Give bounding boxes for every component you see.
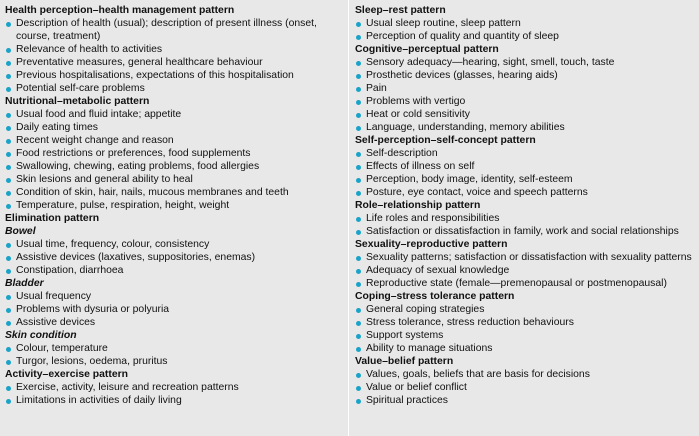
list-item-text: Stress tolerance, stress reduction behaviours xyxy=(366,317,574,328)
bullet-icon xyxy=(6,243,11,248)
pattern-list-item xyxy=(5,147,342,160)
bullet-icon xyxy=(356,191,361,196)
bullet-icon xyxy=(6,74,11,79)
bullet-icon xyxy=(356,74,361,79)
pattern-item-list xyxy=(5,342,342,368)
bullet-icon xyxy=(6,152,11,157)
left-column xyxy=(5,4,342,407)
bullet-icon xyxy=(6,386,11,391)
list-item-text: Satisfaction or dissatisfaction in family, work and social relationships xyxy=(366,226,679,237)
list-item-text: Ability to manage situations xyxy=(366,343,493,354)
list-item-text: Self-description xyxy=(366,148,438,159)
pattern-list-item xyxy=(355,30,695,43)
pattern-item-list xyxy=(5,238,342,277)
bullet-icon xyxy=(356,113,361,118)
bullet-icon xyxy=(356,61,361,66)
pattern-list-item xyxy=(355,186,695,199)
bullet-icon xyxy=(356,308,361,313)
pattern-list-item xyxy=(5,290,342,303)
pattern-list-item xyxy=(5,69,342,82)
pattern-item-list xyxy=(355,147,695,199)
pattern-list-item xyxy=(5,264,342,277)
pattern-list-item xyxy=(355,342,695,355)
list-item-text: Description of health (usual); description of present illness (onset, course, treatment) xyxy=(16,18,317,42)
bullet-icon xyxy=(356,230,361,235)
list-item-text: Sensory adequacy—hearing, sight, smell, touch, taste xyxy=(366,57,615,68)
column-divider xyxy=(348,0,349,436)
bullet-icon xyxy=(6,347,11,352)
bullet-icon xyxy=(6,139,11,144)
bullet-icon xyxy=(6,87,11,92)
list-item-text: Usual food and fluid intake; appetite xyxy=(16,109,182,120)
list-item-text: Recent weight change and reason xyxy=(16,135,174,146)
list-item-text: Swallowing, chewing, eating problems, food allergies xyxy=(16,161,260,172)
list-item-text: Skin lesions and general ability to heal xyxy=(16,174,193,185)
list-item-text: Preventative measures, general healthcare behaviour xyxy=(16,57,263,68)
right-column xyxy=(355,4,695,407)
pattern-list-item xyxy=(5,82,342,95)
pattern-list-item xyxy=(5,355,342,368)
list-item-text: Problems with vertigo xyxy=(366,96,466,107)
list-item-text: Values, goals, beliefs that are basis for decisions xyxy=(366,369,590,380)
bullet-icon xyxy=(6,321,11,326)
list-item-text: Constipation, diarrhoea xyxy=(16,265,124,276)
bullet-icon xyxy=(356,165,361,170)
pattern-list-item xyxy=(355,82,695,95)
pattern-list-item xyxy=(355,160,695,173)
pattern-list-item xyxy=(5,173,342,186)
section-heading-coping-stress-tolerance-pattern: Coping–stress tolerance pattern xyxy=(355,291,515,302)
pattern-item-list xyxy=(355,368,695,407)
pattern-item-list xyxy=(5,290,342,329)
list-item-text: Sexuality patterns; satisfaction or dissatisfaction with sexuality patterns xyxy=(366,252,692,263)
list-item-text: Posture, eye contact, voice and speech patterns xyxy=(366,187,588,198)
bullet-icon xyxy=(356,321,361,326)
list-item-text: Adequacy of sexual knowledge xyxy=(366,265,510,276)
bullet-icon xyxy=(356,386,361,391)
pattern-list-item xyxy=(355,121,695,134)
list-item-text: Pain xyxy=(366,83,387,94)
pattern-list-item xyxy=(355,108,695,121)
pattern-list-item xyxy=(355,69,695,82)
bullet-icon xyxy=(6,22,11,27)
list-item-text: Potential self-care problems xyxy=(16,83,145,94)
section-heading-cognitive-perceptual-pattern: Cognitive–perceptual pattern xyxy=(355,44,499,55)
list-item-text: Colour, temperature xyxy=(16,343,108,354)
section-heading-self-perception-self-concept-pattern: Self-perception–self-concept pattern xyxy=(355,135,536,146)
subsection-heading-bowel: Bowel xyxy=(5,226,36,237)
pattern-list-item xyxy=(5,251,342,264)
bullet-icon xyxy=(6,178,11,183)
list-item-text: Prosthetic devices (glasses, hearing aids) xyxy=(366,70,558,81)
list-item-text: Daily eating times xyxy=(16,122,99,133)
bullet-icon xyxy=(6,295,11,300)
pattern-list-item xyxy=(355,277,695,290)
pattern-list-item xyxy=(355,368,695,381)
bullet-icon xyxy=(356,399,361,404)
section-heading-sexuality-reproductive-pattern: Sexuality–reproductive pattern xyxy=(355,239,508,250)
bullet-icon xyxy=(356,256,361,261)
bullet-icon xyxy=(6,269,11,274)
bullet-icon xyxy=(6,360,11,365)
list-item-text: Effects of illness on self xyxy=(366,161,475,172)
pattern-item-list xyxy=(355,212,695,238)
list-item-text: Spiritual practices xyxy=(366,395,449,406)
bullet-icon xyxy=(356,178,361,183)
pattern-list-item xyxy=(5,186,342,199)
pattern-list-item xyxy=(355,225,695,238)
list-item-text: Relevance of health to activities xyxy=(16,44,163,55)
list-item-text: Condition of skin, hair, nails, mucous membranes and teeth xyxy=(16,187,289,198)
list-item-text: Language, understanding, memory abilities xyxy=(366,122,565,133)
list-item-text: Usual sleep routine, sleep pattern xyxy=(366,18,521,29)
pattern-list-item xyxy=(5,199,342,212)
subsection-heading-bladder: Bladder xyxy=(5,278,44,289)
pattern-list-item xyxy=(355,212,695,225)
list-item-text: Usual time, frequency, colour, consistency xyxy=(16,239,210,250)
pattern-item-list xyxy=(5,17,342,95)
pattern-item-list xyxy=(5,108,342,212)
bullet-icon xyxy=(356,87,361,92)
pattern-list-item xyxy=(355,381,695,394)
bullet-icon xyxy=(6,204,11,209)
pattern-list-item xyxy=(5,43,342,56)
pattern-item-list xyxy=(355,303,695,355)
bullet-icon xyxy=(6,61,11,66)
list-item-text: Reproductive state (female—premenopausal or postmenopausal) xyxy=(366,278,667,289)
list-item-text: Exercise, activity, leisure and recreation patterns xyxy=(16,382,239,393)
pattern-list-item xyxy=(5,238,342,251)
list-item-text: Previous hospitalisations, expectations of this hospitalisation xyxy=(16,70,294,81)
list-item-text: General coping strategies xyxy=(366,304,485,315)
pattern-list-item xyxy=(5,56,342,69)
bullet-icon xyxy=(6,48,11,53)
pattern-list-item xyxy=(355,147,695,160)
list-item-text: Perception of quality and quantity of sleep xyxy=(366,31,559,42)
pattern-list-item xyxy=(5,121,342,134)
bullet-icon xyxy=(356,347,361,352)
list-item-text: Value or belief conflict xyxy=(366,382,467,393)
bullet-icon xyxy=(6,113,11,118)
list-item-text: Heat or cold sensitivity xyxy=(366,109,470,120)
bullet-icon xyxy=(356,100,361,105)
list-item-text: Usual frequency xyxy=(16,291,92,302)
section-heading-activity-exercise-pattern: Activity–exercise pattern xyxy=(5,369,129,380)
section-heading-nutritional-metabolic-pattern: Nutritional–metabolic pattern xyxy=(5,96,150,107)
pattern-list-item xyxy=(5,342,342,355)
pattern-list-item xyxy=(5,17,342,43)
pattern-list-item xyxy=(5,160,342,173)
pattern-list-item xyxy=(355,251,695,264)
bullet-icon xyxy=(356,152,361,157)
pattern-list-item xyxy=(5,303,342,316)
list-item-text: Assistive devices (laxatives, suppositories, enemas) xyxy=(16,252,256,263)
list-item-text: Temperature, pulse, respiration, height, weight xyxy=(16,200,230,211)
bullet-icon xyxy=(356,126,361,131)
pattern-item-list xyxy=(355,251,695,290)
pattern-list-item xyxy=(5,134,342,147)
pattern-list-item xyxy=(5,316,342,329)
pattern-list-item xyxy=(355,329,695,342)
list-item-text: Assistive devices xyxy=(16,317,96,328)
pattern-list-item xyxy=(355,56,695,69)
pattern-list-item xyxy=(5,108,342,121)
section-heading-value-belief-pattern: Value–belief pattern xyxy=(355,356,454,367)
list-item-text: Food restrictions or preferences, food supplements xyxy=(16,148,251,159)
bullet-icon xyxy=(356,35,361,40)
bullet-icon xyxy=(356,282,361,287)
list-item-text: Support systems xyxy=(366,330,444,341)
pattern-list-item xyxy=(355,17,695,30)
pattern-list-item xyxy=(355,173,695,186)
bullet-icon xyxy=(6,165,11,170)
section-heading-health-perception-health-management-patt: Health perception–health management pattern xyxy=(5,5,235,16)
subsection-heading-skin-condition: Skin condition xyxy=(5,330,77,341)
pattern-list-item xyxy=(355,316,695,329)
pattern-list-item xyxy=(5,381,342,394)
bullet-icon xyxy=(6,308,11,313)
bullet-icon xyxy=(356,217,361,222)
pattern-list-item xyxy=(355,264,695,277)
section-heading-role-relationship-pattern: Role–relationship pattern xyxy=(355,200,481,211)
pattern-list-item xyxy=(355,95,695,108)
bullet-icon xyxy=(356,269,361,274)
list-item-text: Problems with dysuria or polyuria xyxy=(16,304,170,315)
pattern-list-item xyxy=(355,303,695,316)
pattern-list-item xyxy=(5,394,342,407)
section-heading-sleep-rest-pattern: Sleep–rest pattern xyxy=(355,5,446,16)
bullet-icon xyxy=(356,22,361,27)
list-item-text: Perception, body image, identity, self-esteem xyxy=(366,174,573,185)
bullet-icon xyxy=(356,334,361,339)
list-item-text: Limitations in activities of daily living xyxy=(16,395,182,406)
bullet-icon xyxy=(356,373,361,378)
bullet-icon xyxy=(6,256,11,261)
bullet-icon xyxy=(6,191,11,196)
list-item-text: Turgor, lesions, oedema, pruritus xyxy=(16,356,168,367)
list-item-text: Life roles and responsibilities xyxy=(366,213,500,224)
pattern-item-list xyxy=(5,381,342,407)
pattern-item-list xyxy=(355,17,695,43)
bullet-icon xyxy=(6,126,11,131)
section-heading-elimination-pattern: Elimination pattern xyxy=(5,213,100,224)
pattern-item-list xyxy=(355,56,695,134)
bullet-icon xyxy=(6,399,11,404)
pattern-list-item xyxy=(355,394,695,407)
